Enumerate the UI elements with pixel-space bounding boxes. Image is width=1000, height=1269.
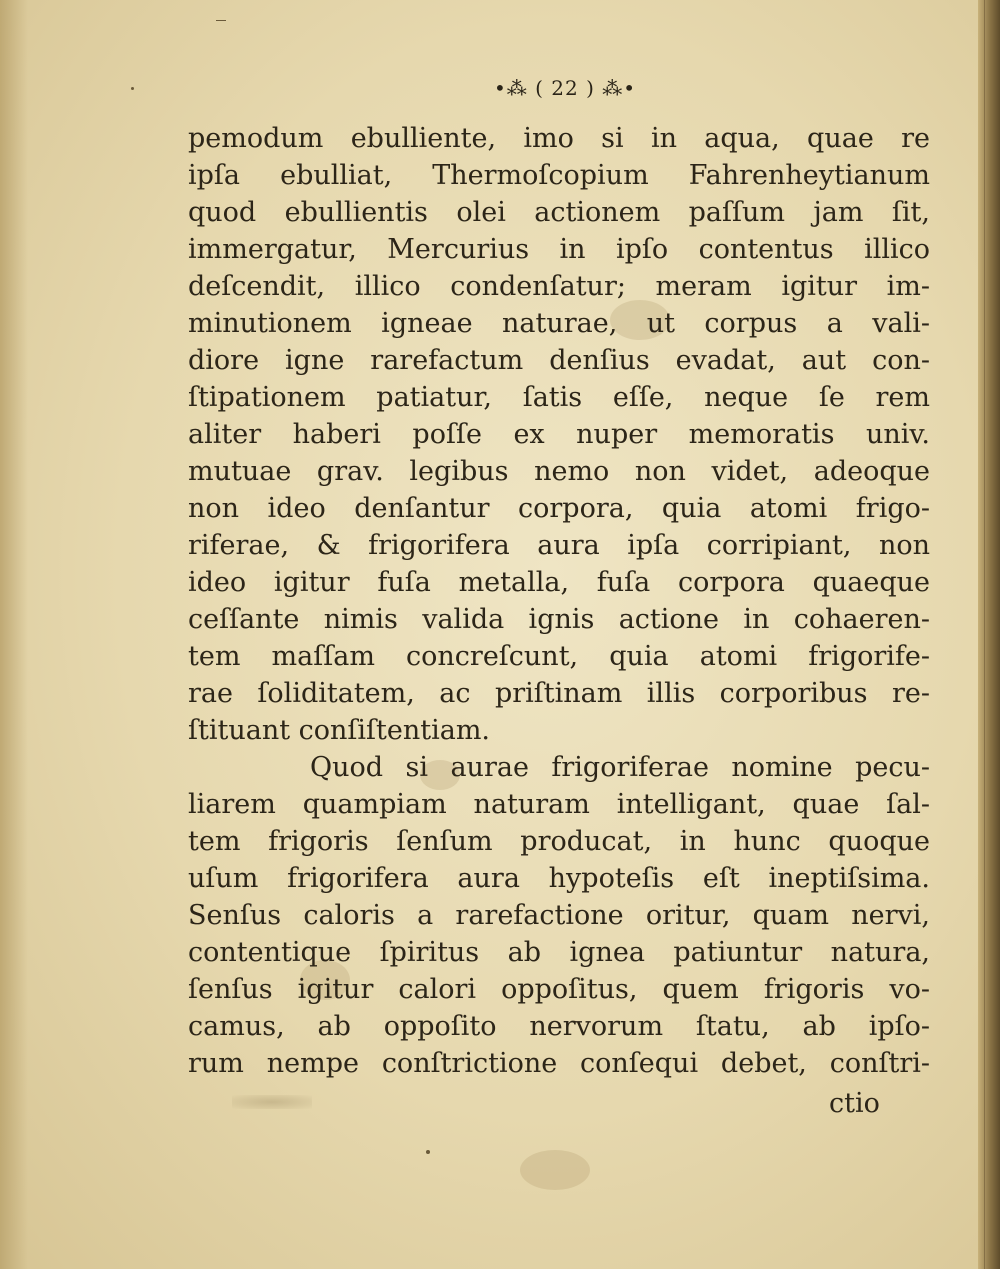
text-line: tem frigoris ſenſum producat, in hunc quoque: [188, 826, 930, 857]
text-line: riferae, & frigorifera aura ipſa corripiant, non: [188, 530, 930, 561]
text-line: ideo igitur fuſa metalla, fuſa corpora quaeque: [188, 567, 930, 598]
text-line: uſum frigorifera aura hypoteſis eſt ineptiſsima.: [188, 863, 930, 894]
text-line: ſenſus igitur calori oppoſitus, quem frigoris vo-: [188, 974, 930, 1005]
text-line: aliter haberi poſſe ex nuper memoratis univ.: [188, 419, 930, 450]
text-line: ſtipationem patiatur, ſatis eſſe, neque ſe rem: [188, 382, 930, 413]
bleed-through-mark: [232, 1095, 312, 1109]
text-line: contentique ſpiritus ab ignea patiuntur natura,: [188, 937, 930, 968]
text-line: minutionem igneae naturae, ut corpus a vali-: [188, 308, 930, 339]
text-line: camus, ab oppoſito nervorum ſtatu, ab ipſo-: [188, 1011, 930, 1042]
text-line: liarem quampiam naturam intelligant, quae ſal-: [188, 789, 930, 820]
text-line: pemodum ebulliente, imo si in aqua, quae re: [188, 123, 930, 154]
paragraph-start-line: Quod si aurae frigoriferae nomine pecu-: [310, 752, 930, 783]
catchword: ctio: [829, 1088, 880, 1119]
foxing-spot: [520, 1150, 590, 1190]
body-text: [188, 120, 930, 1082]
text-line: ceſſante nimis valida ignis actione in cohaeren-: [188, 604, 930, 635]
ink-dot: [426, 1150, 430, 1154]
margin-mark: [216, 20, 226, 21]
text-line: immergatur, Mercurius in ipſo contentus illico: [188, 234, 930, 265]
page-number-header: •⁂ ( 22 ) ⁂•: [493, 76, 637, 100]
text-line: ipſa ebulliat, Thermoſcopium Fahrenheytianum: [188, 160, 930, 191]
text-line: ſtituant conſiſtentiam.: [188, 715, 491, 746]
gutter-shadow: [0, 0, 28, 1269]
text-line: quod ebullientis olei actionem paſſum jam ſit,: [188, 197, 930, 228]
text-line: tem maſſam concreſcunt, quia atomi frigorife-: [188, 641, 930, 672]
text-line: mutuae grav. legibus nemo non videt, adeoque: [188, 456, 930, 487]
page-edge: [978, 0, 1000, 1269]
text-line: deſcendit, illico condenſatur; meram igitur im-: [188, 271, 930, 302]
text-line: Senſus caloris a rarefactione oritur, quam nervi,: [188, 900, 930, 931]
text-line: non ideo denſantur corpora, quia atomi frigo-: [188, 493, 930, 524]
text-line: rum nempe conſtrictione conſequi debet, conſtri-: [188, 1048, 930, 1079]
text-line: diore igne rarefactum denſius evadat, aut con-: [188, 345, 930, 376]
text-line: rae ſoliditatem, ac priſtinam illis corporibus re-: [188, 678, 930, 709]
